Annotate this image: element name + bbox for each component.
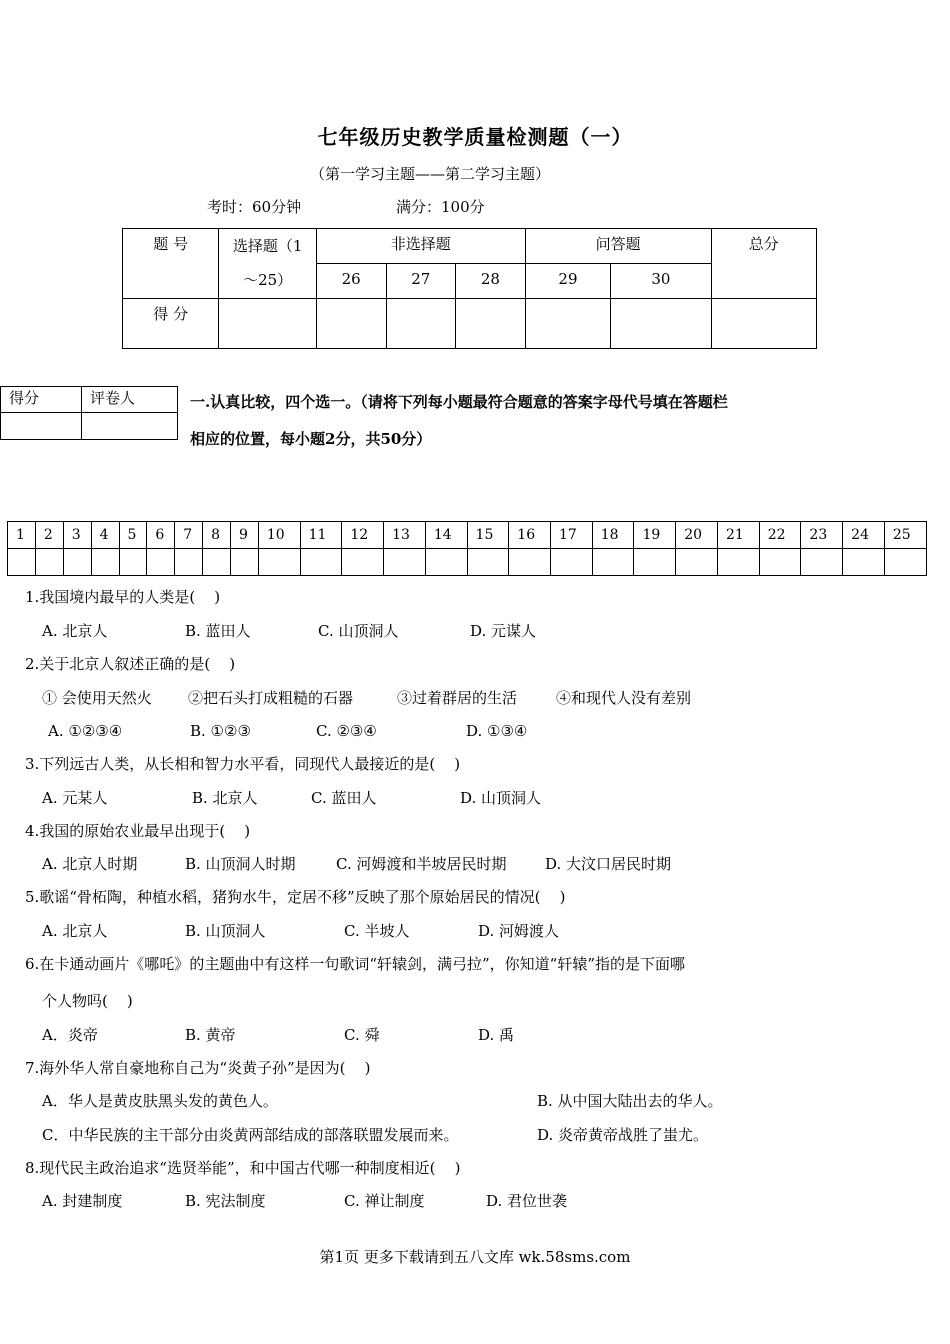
answer-number-6: 6 — [147, 522, 175, 549]
score-cell-27[interactable] — [386, 299, 456, 349]
answer-cell-5[interactable] — [119, 549, 147, 576]
answer-number-8: 8 — [203, 522, 231, 549]
answer-cell-7[interactable] — [175, 549, 203, 576]
q4-option-a: A. 北京人时期 — [42, 855, 138, 873]
q3-option-c: C. 蓝田人 — [311, 789, 377, 807]
q5-option-c: C. 半坡人 — [344, 922, 410, 940]
page-footer: 第1页 更多下载请到五八文库 wk.58sms.com — [319, 1248, 631, 1266]
q2-option-b: B. ①②③ — [190, 722, 251, 740]
answer-number-21: 21 — [717, 522, 759, 549]
q2-statement-3: ③过着群居的生活 — [397, 689, 518, 707]
q7-option-d: D. 炎帝黄帝战胜了蚩尤。 — [537, 1126, 709, 1144]
q2-option-a: A. ①②③④ — [48, 722, 123, 740]
answer-number-2: 2 — [35, 522, 63, 549]
q2-statement-4: ④和现代人没有差别 — [556, 689, 692, 707]
question-4: 4.我国的原始农业最早出现于( ) — [25, 822, 251, 840]
answer-number-5: 5 — [119, 522, 147, 549]
answer-cell-18[interactable] — [592, 549, 634, 576]
answer-number-23: 23 — [801, 522, 843, 549]
grader-reviewer-label: 评卷人 — [82, 387, 178, 413]
score-table-header-nonchoice: 非选择题 — [316, 229, 525, 264]
question-3: 3.下列远古人类，从长相和智力水平看，同现代人最接近的是( ) — [25, 755, 461, 773]
q1-option-b: B. 蓝田人 — [185, 622, 251, 640]
q8-option-c: C. 禅让制度 — [344, 1192, 425, 1210]
answer-cell-8[interactable] — [203, 549, 231, 576]
q6-option-b: B. 黄帝 — [185, 1026, 236, 1044]
answer-number-13: 13 — [384, 522, 426, 549]
score-cell-total[interactable] — [711, 299, 816, 349]
answer-number-10: 10 — [258, 522, 300, 549]
q5-option-d: D. 河姆渡人 — [478, 922, 560, 940]
q3-option-d: D. 山顶洞人 — [460, 789, 542, 807]
answer-cell-20[interactable] — [676, 549, 718, 576]
score-table-header-choice-line2: ～25） — [243, 271, 293, 289]
score-cell-30[interactable] — [611, 299, 711, 349]
section-1-heading — [190, 384, 830, 458]
answer-number-15: 15 — [467, 522, 509, 549]
answer-number-12: 12 — [342, 522, 384, 549]
q1-option-c: C. 山顶洞人 — [318, 622, 399, 640]
answer-number-3: 3 — [63, 522, 91, 549]
answer-cell-25[interactable] — [884, 549, 926, 576]
score-table-col-29: 29 — [525, 264, 611, 299]
score-table-row-label: 得 分 — [123, 299, 219, 349]
score-cell-choice[interactable] — [219, 299, 317, 349]
exam-time: 考时：60分钟 — [207, 198, 302, 216]
grader-score-cell[interactable] — [1, 413, 82, 440]
answer-cell-22[interactable] — [759, 549, 801, 576]
answer-number-9: 9 — [231, 522, 259, 549]
q7-option-b: B. 从中国大陆出去的华人。 — [537, 1092, 723, 1110]
answer-number-19: 19 — [634, 522, 676, 549]
grader-box — [0, 386, 178, 440]
q7-option-c: C．中华民族的主干部分由炎黄两部结成的部落联盟发展而来。 — [42, 1126, 459, 1144]
score-table-col-27: 27 — [386, 264, 456, 299]
q2-option-d: D. ①③④ — [466, 722, 528, 740]
question-8: 8.现代民主政治追求“选贤举能”，和中国古代哪一种制度相近( ) — [25, 1159, 461, 1177]
score-cell-28[interactable] — [456, 299, 526, 349]
q4-option-b: B. 山顶洞人时期 — [185, 855, 296, 873]
question-6: 6.在卡通动画片《哪吒》的主题曲中有这样一句歌词“轩辕剑，满弓拉”，你知道“轩辕”指的是下面哪 — [25, 955, 685, 973]
answer-cell-14[interactable] — [425, 549, 467, 576]
full-score: 满分：100分 — [396, 198, 485, 216]
answer-cell-16[interactable] — [509, 549, 551, 576]
answer-grid-answer-row — [8, 549, 927, 576]
score-table-col-28: 28 — [456, 264, 526, 299]
answer-cell-6[interactable] — [147, 549, 175, 576]
question-7: 7.海外华人常自豪地称自己为“炎黄子孙”是因为( ) — [25, 1059, 371, 1077]
score-cell-26[interactable] — [316, 299, 386, 349]
answer-number-20: 20 — [676, 522, 718, 549]
q8-option-a: A. 封建制度 — [42, 1192, 123, 1210]
answer-number-14: 14 — [425, 522, 467, 549]
section-1-line2: 相应的位置，每小题2分，共50分） — [190, 430, 432, 448]
score-table-col-26: 26 — [316, 264, 386, 299]
answer-number-1: 1 — [8, 522, 36, 549]
answer-cell-3[interactable] — [63, 549, 91, 576]
score-table-header-choice-line1: 选择题（1 — [232, 237, 303, 255]
answer-cell-10[interactable] — [258, 549, 300, 576]
q7-option-a: A．华人是黄皮肤黑头发的黄色人。 — [42, 1092, 278, 1110]
answer-cell-21[interactable] — [717, 549, 759, 576]
q5-option-b: B. 山顶洞人 — [185, 922, 266, 940]
score-table-col-30: 30 — [611, 264, 711, 299]
score-table — [122, 228, 817, 349]
answer-cell-11[interactable] — [300, 549, 342, 576]
answer-cell-19[interactable] — [634, 549, 676, 576]
answer-number-17: 17 — [551, 522, 593, 549]
q8-option-b: B. 宪法制度 — [185, 1192, 266, 1210]
answer-number-24: 24 — [843, 522, 885, 549]
page-title: 七年级历史教学质量检测题（一） — [317, 125, 633, 149]
grader-reviewer-cell[interactable] — [82, 413, 178, 440]
answer-cell-12[interactable] — [342, 549, 384, 576]
answer-number-22: 22 — [759, 522, 801, 549]
q8-option-d: D. 君位世袭 — [486, 1192, 568, 1210]
score-table-header-total: 总分 — [711, 229, 816, 299]
answer-cell-13[interactable] — [384, 549, 426, 576]
answer-cell-2[interactable] — [35, 549, 63, 576]
answer-cell-17[interactable] — [551, 549, 593, 576]
answer-grid-number-row — [8, 522, 927, 549]
answer-cell-1[interactable] — [8, 549, 36, 576]
q2-statement-1: ① 会使用天然火 — [42, 689, 152, 707]
q4-option-c: C. 河姆渡和半坡居民时期 — [336, 855, 507, 873]
score-table-header-qa: 问答题 — [525, 229, 711, 264]
answer-number-7: 7 — [175, 522, 203, 549]
q1-option-a: A. 北京人 — [42, 622, 108, 640]
score-table-header-number: 题 号 — [123, 229, 219, 299]
q3-option-a: A. 元某人 — [42, 789, 108, 807]
question-6-line2: 个人物吗( ) — [42, 992, 133, 1010]
q6-option-a: A．炎帝 — [42, 1026, 98, 1044]
answer-cell-23[interactable] — [801, 549, 843, 576]
q6-option-c: C. 舜 — [344, 1026, 380, 1044]
answer-grid — [7, 521, 927, 576]
q2-option-c: C. ②③④ — [316, 722, 377, 740]
grader-score-label: 得分 — [1, 387, 82, 413]
answer-number-18: 18 — [592, 522, 634, 549]
answer-cell-15[interactable] — [467, 549, 509, 576]
answer-number-16: 16 — [509, 522, 551, 549]
answer-cell-4[interactable] — [91, 549, 119, 576]
section-1-line1: 一.认真比较，四个选一。（请将下列每小题最符合题意的答案字母代号填在答题栏 — [190, 393, 728, 411]
page-subtitle: （第一学习主题——第二学习主题） — [309, 165, 550, 183]
answer-number-11: 11 — [300, 522, 342, 549]
question-1: 1.我国境内最早的人类是( ) — [25, 588, 221, 606]
q3-option-b: B. 北京人 — [192, 789, 258, 807]
score-cell-29[interactable] — [525, 299, 611, 349]
q1-option-d: D. 元谋人 — [470, 622, 537, 640]
answer-cell-24[interactable] — [843, 549, 885, 576]
q6-option-d: D. 禹 — [478, 1026, 515, 1044]
q2-statement-2: ②把石头打成粗糙的石器 — [188, 689, 354, 707]
question-2: 2.关于北京人叙述正确的是( ) — [25, 655, 236, 673]
score-table-header-choice — [219, 229, 317, 299]
answer-number-25: 25 — [884, 522, 926, 549]
answer-number-4: 4 — [91, 522, 119, 549]
answer-cell-9[interactable] — [231, 549, 259, 576]
q4-option-d: D. 大汶口居民时期 — [545, 855, 672, 873]
question-5: 5.歌谣“骨柘陶，种植水稻，猪狗水牛，定居不移”反映了那个原始居民的情况( ) — [25, 888, 566, 906]
q5-option-a: A. 北京人 — [42, 922, 108, 940]
